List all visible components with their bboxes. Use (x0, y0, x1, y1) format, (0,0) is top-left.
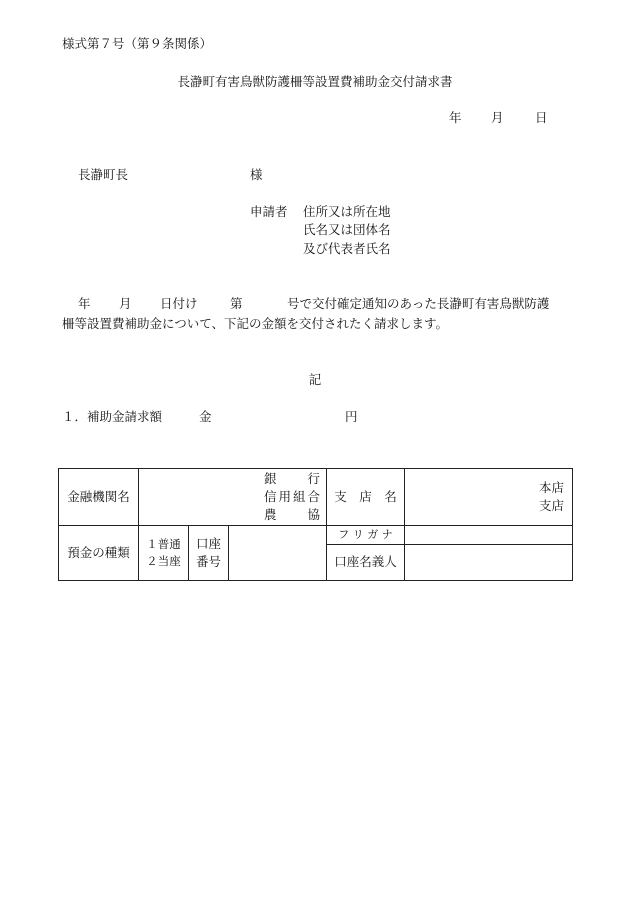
form-number: 様式第７号（第９条関係） (62, 36, 213, 51)
addressee-honorific: 様 (250, 167, 263, 182)
account-type-label: 預金の種類 (67, 544, 130, 560)
branch-label-cell (327, 469, 405, 526)
claim-amount-yen: 円 (345, 409, 358, 424)
account-type-ordinary: １普通 (146, 537, 181, 552)
date-line (449, 110, 548, 127)
account-type-checking: ２当座 (146, 554, 181, 568)
body-dai: 第 (230, 296, 243, 311)
account-type-label-cell (59, 526, 139, 581)
institution-label-cell (59, 469, 139, 526)
claim-amount-label: １．補助金請求額 (62, 409, 163, 424)
ki-heading: 記 (308, 372, 322, 387)
account-number-label-2: 番号 (195, 554, 221, 569)
body-year: 年 (78, 296, 91, 311)
body-day: 日付け (160, 296, 198, 311)
branch-name-cell[interactable] (405, 469, 573, 526)
body-month: 月 (119, 296, 132, 311)
account-holder-cell[interactable] (405, 545, 573, 581)
document-title: 長瀞町有害鳥獣防護柵等設置費補助金交付請求書 (177, 74, 453, 89)
applicant-representative-label: 及び代表者氏名 (303, 241, 391, 256)
account-number-cell[interactable] (229, 526, 327, 581)
account-number-label-1: 口座 (195, 535, 221, 551)
applicant-name-label: 氏名又は団体名 (303, 222, 391, 237)
furigana-label: フ リ ガ ナ (338, 528, 393, 542)
account-number-label-cell (189, 526, 229, 581)
account-type-options-cell[interactable] (139, 526, 189, 581)
institution-name-cell[interactable] (139, 469, 327, 526)
applicant-address-label: 住所又は所在地 (303, 204, 391, 219)
body-line-2: 柵等設置費補助金について、下記の金額を交付されたく請求します。 (62, 316, 449, 331)
account-holder-label: 口座名義人 (334, 554, 397, 570)
bank-type-bank: 銀 行 (264, 470, 321, 486)
body-line-1 (62, 296, 549, 313)
date-year: 年 (449, 110, 462, 125)
furigana-label-cell (327, 526, 405, 545)
addressee-name: 長瀞町長 (78, 167, 129, 182)
institution-label: 金融機関名 (67, 488, 130, 504)
furigana-cell[interactable] (405, 526, 573, 545)
claim-amount-kin: 金 (199, 409, 212, 424)
branch-type-main: 本店 (539, 479, 565, 495)
applicant-label: 申請者 (250, 204, 288, 219)
date-month: 月 (491, 110, 504, 125)
branch-type-branch: 支店 (539, 498, 565, 513)
date-day: 日 (535, 110, 548, 125)
body-line-1-rest: 号で交付確定通知のあった長瀞町有害鳥獣防護 (287, 296, 550, 311)
branch-label: 支 店 名 (334, 488, 397, 504)
bank-type-agri-coop: 農 協 (264, 507, 321, 523)
claim-amount-line (62, 409, 358, 426)
bank-account-table (58, 468, 573, 581)
bank-type-credit-union: 信用組合 (264, 488, 321, 504)
account-holder-label-cell (327, 545, 405, 581)
